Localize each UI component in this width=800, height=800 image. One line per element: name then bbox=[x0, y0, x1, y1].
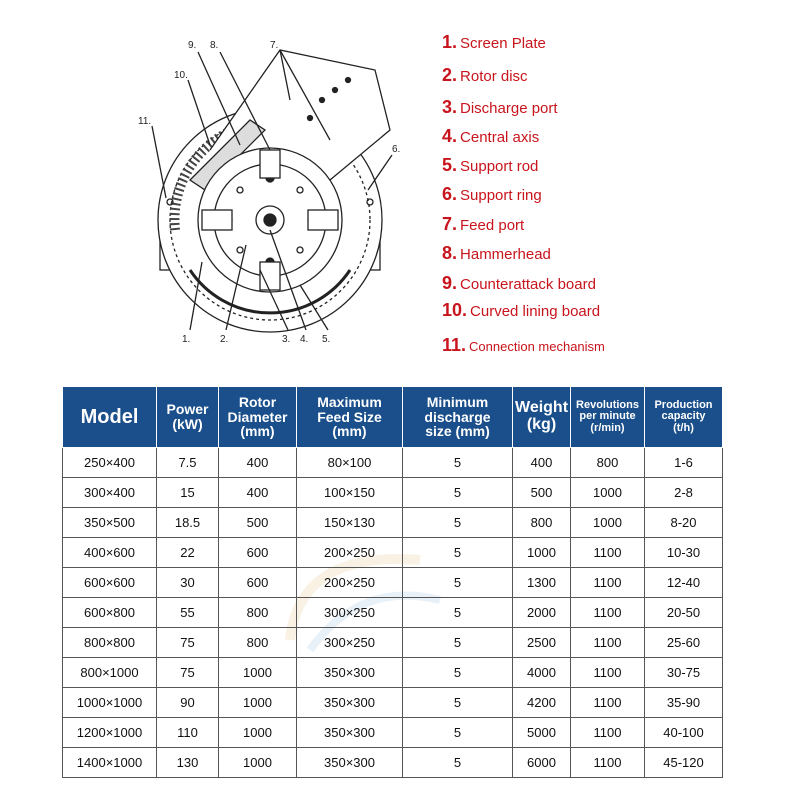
legend-num: 10. bbox=[442, 300, 468, 320]
table-row bbox=[63, 508, 723, 538]
table-cell: 600×600 bbox=[63, 568, 157, 598]
table-cell: 400 bbox=[219, 478, 297, 508]
table-cell: 1000 bbox=[513, 538, 571, 568]
legend-item bbox=[442, 65, 528, 86]
table-cell: 5 bbox=[403, 538, 513, 568]
header-line: Diameter bbox=[227, 408, 288, 425]
table-cell: 1000 bbox=[571, 478, 645, 508]
header-line: Minimum bbox=[426, 393, 489, 410]
table-cell: 600×800 bbox=[63, 598, 157, 628]
legend-item bbox=[442, 300, 600, 321]
table-cell: 110 bbox=[157, 718, 219, 748]
table-cell: 5 bbox=[403, 448, 513, 478]
legend-label: Support ring bbox=[460, 187, 542, 204]
legend-label: Connection mechanism bbox=[469, 339, 605, 354]
table-cell: 4200 bbox=[513, 688, 571, 718]
specs-table-wrapper bbox=[62, 386, 722, 778]
col-header-min-discharge bbox=[403, 387, 513, 448]
legend-item bbox=[442, 214, 524, 235]
legend-num: 1. bbox=[442, 32, 458, 52]
table-cell: 45-120 bbox=[645, 748, 723, 778]
legend-label: Feed port bbox=[460, 217, 525, 234]
table-cell: 800×1000 bbox=[63, 658, 157, 688]
legend-item bbox=[442, 243, 551, 264]
legend-label: Screen Plate bbox=[460, 35, 546, 52]
table-cell: 2000 bbox=[513, 598, 571, 628]
table-cell: 1100 bbox=[571, 658, 645, 688]
table-cell: 1100 bbox=[571, 718, 645, 748]
table-row bbox=[63, 718, 723, 748]
header-line: Maximum bbox=[317, 393, 382, 410]
table-cell: 55 bbox=[157, 598, 219, 628]
table-cell: 18.5 bbox=[157, 508, 219, 538]
table-cell: 1100 bbox=[571, 748, 645, 778]
legend-num: 11. bbox=[442, 335, 467, 355]
table-cell: 7.5 bbox=[157, 448, 219, 478]
table-header-row bbox=[63, 387, 723, 448]
table-cell: 40-100 bbox=[645, 718, 723, 748]
table-cell: 350×500 bbox=[63, 508, 157, 538]
header-line: (kg) bbox=[526, 416, 557, 433]
table-cell: 75 bbox=[157, 628, 219, 658]
table-cell: 150×130 bbox=[297, 508, 403, 538]
legend-item bbox=[442, 335, 605, 356]
header-line: (t/h) bbox=[673, 421, 694, 434]
table-cell: 400×600 bbox=[63, 538, 157, 568]
callout-9: 9. bbox=[188, 40, 197, 51]
table-cell: 200×250 bbox=[297, 538, 403, 568]
table-cell: 2-8 bbox=[645, 478, 723, 508]
table-cell: 1100 bbox=[571, 688, 645, 718]
legend-label: Central axis bbox=[460, 129, 540, 146]
table-cell: 300×400 bbox=[63, 478, 157, 508]
legend-item bbox=[442, 97, 558, 118]
table-cell: 8-20 bbox=[645, 508, 723, 538]
header-line: size (mm) bbox=[425, 423, 490, 440]
table-cell: 800 bbox=[219, 628, 297, 658]
header-line: Production bbox=[654, 398, 713, 411]
table-cell: 5 bbox=[403, 598, 513, 628]
table-cell: 6000 bbox=[513, 748, 571, 778]
legend-num: 8. bbox=[442, 243, 458, 263]
callout-3: 3. bbox=[282, 334, 291, 345]
table-cell: 90 bbox=[157, 688, 219, 718]
hammer-crusher-diagram bbox=[130, 30, 430, 360]
table-cell: 1100 bbox=[571, 598, 645, 628]
legend-num: 2. bbox=[442, 65, 458, 85]
callout-7: 7. bbox=[270, 40, 279, 51]
callout-10: 10. bbox=[174, 70, 188, 81]
table-cell: 500 bbox=[513, 478, 571, 508]
table-cell: 1300 bbox=[513, 568, 571, 598]
header-line: Model bbox=[80, 405, 139, 428]
legend-num: 4. bbox=[442, 126, 458, 146]
table-cell: 100×150 bbox=[297, 478, 403, 508]
table-cell: 350×300 bbox=[297, 748, 403, 778]
legend-label: Hammerhead bbox=[460, 246, 551, 263]
table-cell: 10-30 bbox=[645, 538, 723, 568]
col-header-max-feed-size bbox=[297, 387, 403, 448]
table-cell: 1100 bbox=[571, 538, 645, 568]
table-cell: 30 bbox=[157, 568, 219, 598]
legend-label: Counterattack board bbox=[460, 276, 596, 293]
table-row bbox=[63, 448, 723, 478]
table-cell: 5 bbox=[403, 658, 513, 688]
table-cell: 600 bbox=[219, 538, 297, 568]
table-cell: 300×250 bbox=[297, 598, 403, 628]
table-cell: 500 bbox=[219, 508, 297, 538]
table-row bbox=[63, 658, 723, 688]
callout-2: 2. bbox=[220, 334, 229, 345]
table-cell: 22 bbox=[157, 538, 219, 568]
table-cell: 5 bbox=[403, 748, 513, 778]
table-cell: 1200×1000 bbox=[63, 718, 157, 748]
table-cell: 75 bbox=[157, 658, 219, 688]
legend-item bbox=[442, 126, 539, 147]
legend-item bbox=[442, 32, 546, 53]
col-header-weight bbox=[513, 387, 571, 448]
table-row bbox=[63, 628, 723, 658]
callout-11: 11. bbox=[138, 116, 152, 127]
header-line: (kW) bbox=[172, 416, 203, 432]
table-cell: 12-40 bbox=[645, 568, 723, 598]
legend-num: 6. bbox=[442, 184, 458, 204]
col-header-power bbox=[157, 387, 219, 448]
table-cell: 5 bbox=[403, 628, 513, 658]
table-cell: 35-90 bbox=[645, 688, 723, 718]
table-cell: 1000 bbox=[219, 748, 297, 778]
legend-item bbox=[442, 273, 596, 294]
table-cell: 5000 bbox=[513, 718, 571, 748]
callout-6: 6. bbox=[392, 144, 401, 155]
table-row bbox=[63, 538, 723, 568]
table-cell: 250×400 bbox=[63, 448, 157, 478]
table-cell: 1000 bbox=[219, 718, 297, 748]
header-line: (mm) bbox=[240, 423, 275, 440]
header-line: (mm) bbox=[332, 423, 367, 440]
table-cell: 5 bbox=[403, 508, 513, 538]
header-line: (r/min) bbox=[590, 421, 625, 434]
table-cell: 5 bbox=[403, 688, 513, 718]
header-line: capacity bbox=[661, 410, 706, 423]
table-cell: 5 bbox=[403, 718, 513, 748]
table-cell: 350×300 bbox=[297, 658, 403, 688]
table-cell: 800×800 bbox=[63, 628, 157, 658]
table-cell: 800 bbox=[513, 508, 571, 538]
table-cell: 15 bbox=[157, 478, 219, 508]
table-row bbox=[63, 688, 723, 718]
legend-label: Rotor disc bbox=[460, 68, 528, 85]
table-row bbox=[63, 568, 723, 598]
header-line: Power bbox=[166, 401, 209, 418]
table-cell: 4000 bbox=[513, 658, 571, 688]
table-cell: 200×250 bbox=[297, 568, 403, 598]
table-body bbox=[63, 448, 723, 778]
table-cell: 1400×1000 bbox=[63, 748, 157, 778]
table-row bbox=[63, 598, 723, 628]
table-cell: 25-60 bbox=[645, 628, 723, 658]
legend-num: 7. bbox=[442, 214, 458, 234]
legend-item bbox=[442, 184, 542, 205]
header-line: Rotor bbox=[238, 393, 277, 410]
table-cell: 300×250 bbox=[297, 628, 403, 658]
header-line: per minute bbox=[579, 410, 636, 423]
col-header-model bbox=[63, 387, 157, 448]
table-cell: 600 bbox=[219, 568, 297, 598]
specs-table bbox=[62, 386, 723, 778]
header-line: discharge bbox=[424, 408, 491, 425]
table-cell: 800 bbox=[571, 448, 645, 478]
table-row bbox=[63, 748, 723, 778]
callout-5: 5. bbox=[322, 334, 331, 345]
legend-num: 9. bbox=[442, 273, 458, 293]
table-cell: 800 bbox=[219, 598, 297, 628]
col-header-capacity bbox=[645, 387, 723, 448]
callout-8: 8. bbox=[210, 40, 219, 51]
table-cell: 2500 bbox=[513, 628, 571, 658]
col-header-rotor-diameter bbox=[219, 387, 297, 448]
legend-num: 5. bbox=[442, 155, 458, 175]
header-line: Feed Size bbox=[317, 408, 382, 425]
table-cell: 1-6 bbox=[645, 448, 723, 478]
legend-label: Curved lining board bbox=[470, 303, 601, 320]
callout-4: 4. bbox=[300, 334, 309, 345]
table-cell: 400 bbox=[219, 448, 297, 478]
header-line: Weight bbox=[515, 399, 569, 417]
table-cell: 80×100 bbox=[297, 448, 403, 478]
table-cell: 1000 bbox=[571, 508, 645, 538]
table-cell: 1100 bbox=[571, 628, 645, 658]
legend-item bbox=[442, 155, 538, 176]
table-cell: 1100 bbox=[571, 568, 645, 598]
table-cell: 130 bbox=[157, 748, 219, 778]
header-line: Revolutions bbox=[576, 398, 639, 411]
table-cell: 1000 bbox=[219, 658, 297, 688]
table-cell: 5 bbox=[403, 478, 513, 508]
callout-1: 1. bbox=[182, 334, 191, 345]
table-row bbox=[63, 478, 723, 508]
table-cell: 350×300 bbox=[297, 718, 403, 748]
table-cell: 20-50 bbox=[645, 598, 723, 628]
legend-label: Support rod bbox=[460, 158, 539, 175]
table-cell: 1000×1000 bbox=[63, 688, 157, 718]
col-header-rpm bbox=[571, 387, 645, 448]
legend-num: 3. bbox=[442, 97, 458, 117]
table-cell: 1000 bbox=[219, 688, 297, 718]
table-cell: 30-75 bbox=[645, 658, 723, 688]
legend-label: Discharge port bbox=[460, 100, 558, 117]
table-cell: 400 bbox=[513, 448, 571, 478]
table-cell: 350×300 bbox=[297, 688, 403, 718]
table-cell: 5 bbox=[403, 568, 513, 598]
